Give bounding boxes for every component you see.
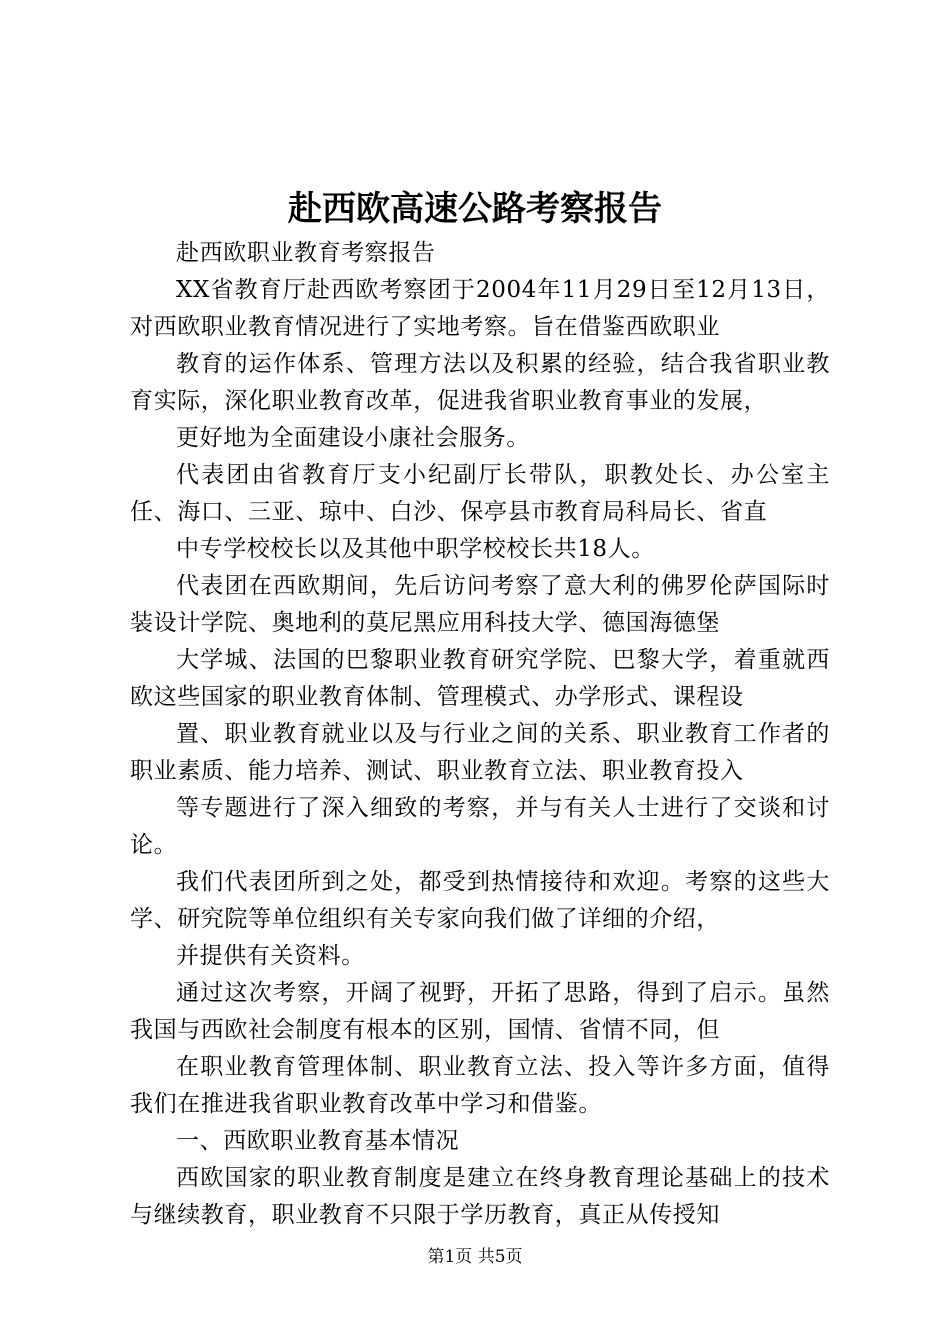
document-body — [130, 235, 830, 1234]
paragraph: 西欧国家的职业教育制度是建立在终身教育理论基础上的技术与继续教育，职业教育不只限于学历教育，真正从传授知 — [130, 1165, 830, 1228]
paragraph: 更好地为全面建设小康社会服务。 — [176, 425, 530, 451]
paragraph: 置、职业教育就业以及与行业之间的关系、职业教育工作者的职业素质、能力培养、测试、职业教育立法、职业教育投入 — [130, 721, 830, 784]
section-heading: 一、西欧职业教育基本情况 — [176, 1128, 460, 1154]
paragraph: 教育的运作体系、管理方法以及积累的经验，结合我省职业教育实际，深化职业教育改革，促进我省职业教育事业的发展， — [130, 351, 830, 414]
paragraph: 通过这次考察，开阔了视野，开拓了思路，得到了启示。虽然我国与西欧社会制度有根本的区别，国情、省情不同，但 — [130, 980, 830, 1043]
paragraph: 代表团由省教育厅支小纪副厅长带队，职教处长、办公室主任、海口、三亚、琼中、白沙、保亭县市教育局科局长、省直 — [130, 462, 830, 525]
paragraph: 大学城、法国的巴黎职业教育研究学院、巴黎大学，着重就西欧这些国家的职业教育体制、管理模式、办学形式、课程设 — [130, 647, 830, 710]
paragraph: 赴西欧职业教育考察报告 — [176, 240, 436, 266]
paragraph: XX省教育厅赴西欧考察团于2004年11月29日至12月13日，对西欧职业教育情况进行了实地考察。旨在借鉴西欧职业 — [130, 277, 830, 340]
page-title: 赴西欧高速公路考察报告 — [288, 189, 662, 229]
paragraph: 代表团在西欧期间，先后访问考察了意大利的佛罗伦萨国际时装设计学院、奥地利的莫尼黑应用科技大学、德国海德堡 — [130, 573, 830, 636]
paragraph: 在职业教育管理体制、职业教育立法、投入等许多方面，值得我们在推进我省职业教育改革中学习和借鉴。 — [130, 1054, 830, 1117]
paragraph: 中专学校校长以及其他中职学校校长共18人。 — [176, 536, 655, 562]
paragraph: 我们代表团所到之处，都受到热情接待和欢迎。考察的这些大学、研究院等单位组织有关专家向我们做了详细的介绍， — [130, 869, 830, 932]
paragraph: 等专题进行了深入细致的考察，并与有关人士进行了交谈和讨论。 — [130, 795, 830, 858]
paragraph: 并提供有关资料。 — [176, 943, 365, 969]
page-footer: 第1页 共5页 — [427, 1247, 523, 1267]
